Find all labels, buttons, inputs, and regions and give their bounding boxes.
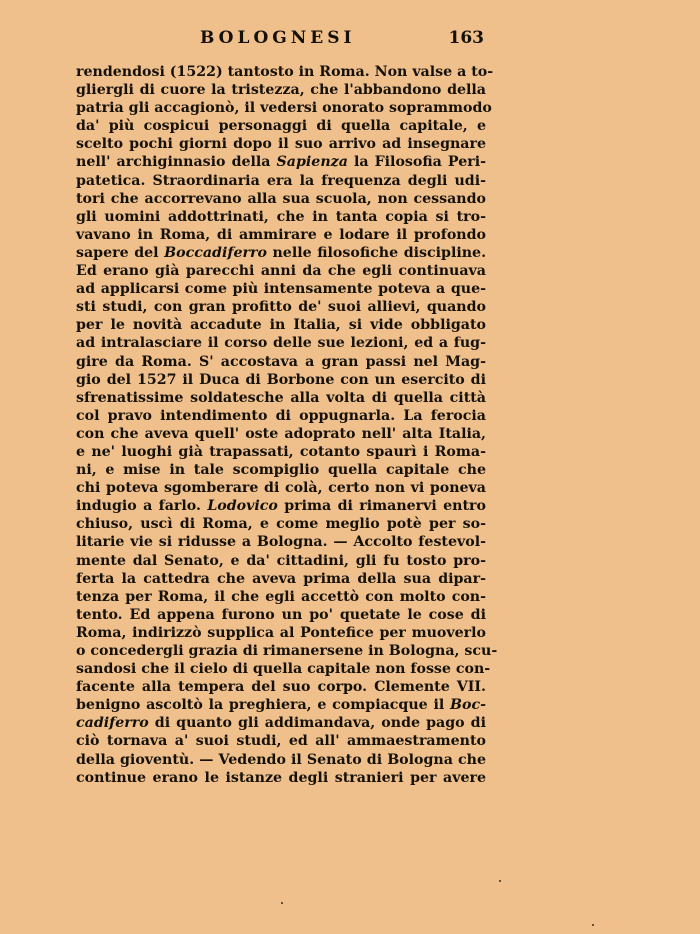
text-line: tento. Ed appena furono un po' quetate le cose di <box>76 606 486 623</box>
body-text <box>76 63 498 787</box>
text-line: ferta la cattedra che aveva prima della sua dipar- <box>76 570 486 587</box>
text-line: gire da Roma. S' accostava a gran passi nel Mag- <box>76 353 486 370</box>
text-line: sandosi che il cielo di quella capitale non fosse con- <box>76 661 491 678</box>
text-line: tenza per Roma, il che egli accettò con molto con- <box>76 588 486 605</box>
text-line: indugio a farlo. Lodovico prima di rimanervi entro <box>76 498 486 515</box>
page-number: 163 <box>448 28 484 48</box>
text-line: cadiferro di quanto gli addimandava, onde pago di <box>76 715 486 732</box>
page-header <box>76 28 486 52</box>
text-line: Ed erano già parecchi anni da che egli continuava <box>76 263 486 280</box>
paper-speck <box>592 924 594 926</box>
text-line: patetica. Straordinaria era la frequenza degli udi- <box>76 172 486 189</box>
paper-speck <box>281 902 283 904</box>
paper-speck <box>499 880 501 882</box>
text-line: ad applicarsi come più intensamente poteva a que- <box>76 281 486 298</box>
italic-text: Lodovico <box>207 498 278 515</box>
text-line: con che aveva quell' oste adoprato nell' alta Italia, <box>76 425 486 442</box>
italic-text: Boc- <box>450 697 486 714</box>
text-line: rendendosi (1522) tantosto in Roma. Non valse a to- <box>76 64 494 80</box>
text-line: gio del 1527 il Duca di Borbone con un esercito di <box>76 371 486 388</box>
text-line: scelto pochi giorni dopo il suo arrivo ad insegnare <box>76 136 486 153</box>
text-line: patria gli accagionò, il vedersi onorato soprammodo <box>76 100 492 117</box>
text-line: continue erano le istanze degli stranieri per avere <box>76 769 486 786</box>
text-line: litarie vie si ridusse a Bologna. — Accolto festevol- <box>76 534 486 551</box>
text-line: ni, e mise in tale scompiglio quella capitale che <box>76 462 486 479</box>
text-line: sapere del Boccadiferro nelle filosofiche discipline. <box>76 244 487 261</box>
text-line: col pravo intendimento di oppugnarla. La ferocia <box>76 407 486 424</box>
text-line: Roma, indirizzò supplica al Pontefice per muoverlo <box>76 624 486 641</box>
italic-text: Boccadiferro <box>164 244 267 261</box>
text-line: sti studi, con gran profitto de' suoi allievi, quando <box>76 299 486 316</box>
text-line: per le novità accadute in Italia, si vide obbligato <box>76 317 486 334</box>
text-line: benigno ascoltò la preghiera, e compiacque il Boc- <box>76 697 486 714</box>
text-line: tori che accorrevano alla sua scuola, non cessando <box>76 190 486 207</box>
text-line: chiuso, uscì di Roma, e come meglio potè per so- <box>76 516 486 533</box>
text-line: nell' archiginnasio della Sapienza la Filosofia Peri- <box>76 154 486 171</box>
text-line: ciò tornava a' suoi studi, ed all' ammaestramento <box>76 733 486 750</box>
text-line: gliergli di cuore la tristezza, che l'abbandono della <box>76 82 486 99</box>
text-line: vavano in Roma, di ammirare e lodare il profondo <box>76 226 486 243</box>
text-line: ad intralasciare il corso delle sue lezioni, ed a fug- <box>76 335 486 352</box>
text-line: gli uomini addottrinati, che in tanta copia si tro- <box>76 208 486 225</box>
text-line: della gioventù. — Vedendo il Senato di Bologna che <box>76 751 486 768</box>
text-line: o concedergli grazia di rimanersene in Bologna, scu- <box>76 643 498 659</box>
text-line: e ne' luoghi già trapassati, cotanto spaurì i Roma- <box>76 443 486 460</box>
text-line: mente dal Senato, e da' cittadini, gli fu tosto pro- <box>76 552 486 569</box>
text-line: da' più cospicui personaggi di quella capitale, e <box>76 118 486 135</box>
italic-text: cadiferro <box>76 715 149 732</box>
text-line: facente alla tempera del suo corpo. Clemente VII. <box>76 679 486 696</box>
running-title: BOLOGNESI <box>200 28 356 48</box>
text-line: chi poteva sgomberare di colà, certo non vi poneva <box>76 480 486 497</box>
text-line: sfrenatissime soldatesche alla volta di quella città <box>76 389 486 406</box>
italic-text: Sapienza <box>276 154 348 171</box>
